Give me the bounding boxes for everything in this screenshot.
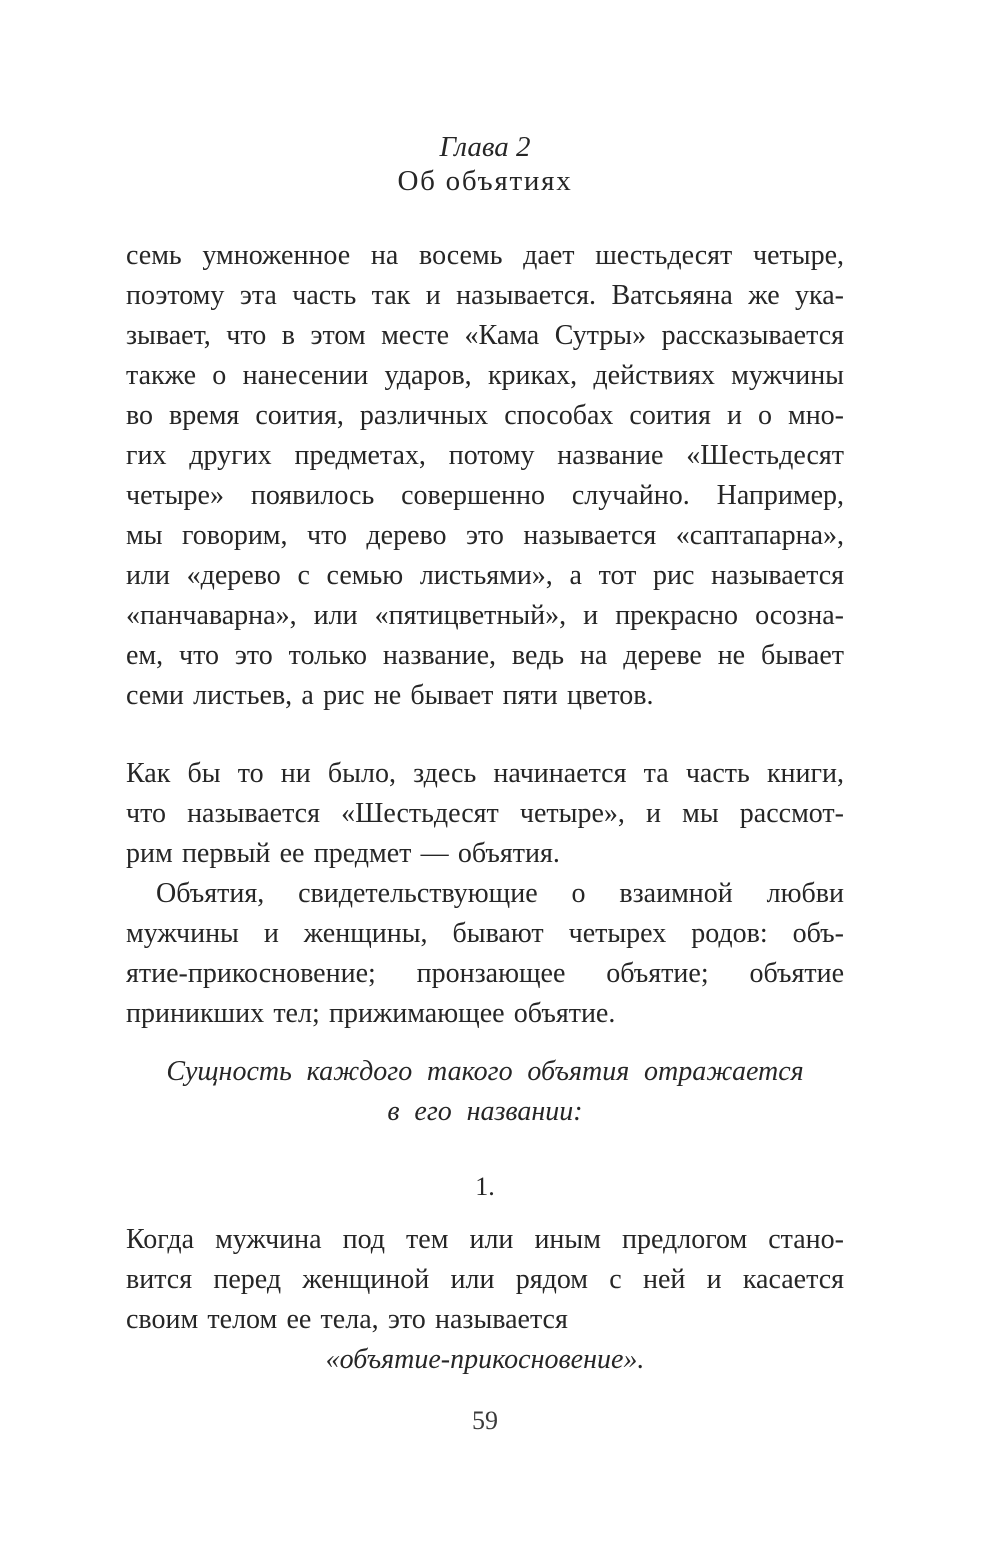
definition-term: «объятие-прикосновение». — [325, 1344, 645, 1375]
chapter-title: Об объятиях — [397, 165, 573, 197]
text-line: во время соития, различных способах соития и о мно- — [126, 400, 844, 431]
verse-line: в его названии: — [387, 1096, 583, 1127]
text-line: вится перед женщиной или рядом с ней и касается — [126, 1264, 844, 1295]
paragraph-3 — [126, 874, 844, 1034]
text-line: что называется «Шестьдесят четыре», и мы рассмот- — [126, 798, 844, 829]
chapter-number: Глава 2 — [439, 131, 531, 163]
text-line: Как бы то ни было, здесь начинается та часть книги, — [126, 758, 844, 789]
text-line: поэтому эта часть так и называется. Ватсьяяна же ука- — [126, 280, 844, 311]
chapter-heading — [126, 130, 844, 198]
italic-subheading — [126, 1052, 844, 1132]
text-line: своим телом ее тела, это называется — [126, 1304, 568, 1335]
text-column — [126, 0, 844, 1436]
section-number: 1. — [475, 1172, 495, 1201]
text-line: четыре» появилось совершенно случайно. Например, — [126, 480, 844, 511]
page-number: 59 — [472, 1406, 498, 1435]
paragraph-4 — [126, 1220, 844, 1380]
text-line: гих других предметах, потому название «Шестьдесят — [126, 440, 844, 471]
text-line: «панчаварна», или «пятицветный», и прекрасно осозна- — [126, 600, 844, 631]
text-line: ятие-прикосновение; пронзающее объятие; объятие — [126, 958, 844, 989]
verse-line: Сущность каждого такого объятия отражается — [166, 1056, 804, 1087]
text-line: мы говорим, что дерево это называется «саптапарна», — [126, 520, 844, 551]
text-line: также о нанесении ударов, криках, действиях мужчины — [126, 360, 844, 391]
paragraph-2 — [126, 754, 844, 874]
text-line: семь умноженное на восемь дает шестьдесят четыре, — [126, 240, 844, 271]
text-line: рим первый ее предмет — объятия. — [126, 838, 560, 869]
text-line: семи листьев, а рис не бывает пяти цветов. — [126, 680, 654, 711]
text-line: или «дерево с семью листьями», а тот рис называется — [126, 560, 844, 591]
text-line: ем, что это только название, ведь на дереве не бывает — [126, 640, 844, 671]
paragraph-continuation — [126, 236, 844, 716]
text-line: Объятия, свидетельствующие о взаимной любви — [156, 878, 844, 909]
text-line: мужчины и женщины, бывают четырех родов: объ- — [126, 918, 844, 949]
text-line: Когда мужчина под тем или иным предлогом стано- — [126, 1224, 844, 1255]
text-line: зывает, что в этом месте «Кама Сутры» рассказывается — [126, 320, 844, 351]
text-line: приникших тел; прижимающее объятие. — [126, 998, 616, 1029]
